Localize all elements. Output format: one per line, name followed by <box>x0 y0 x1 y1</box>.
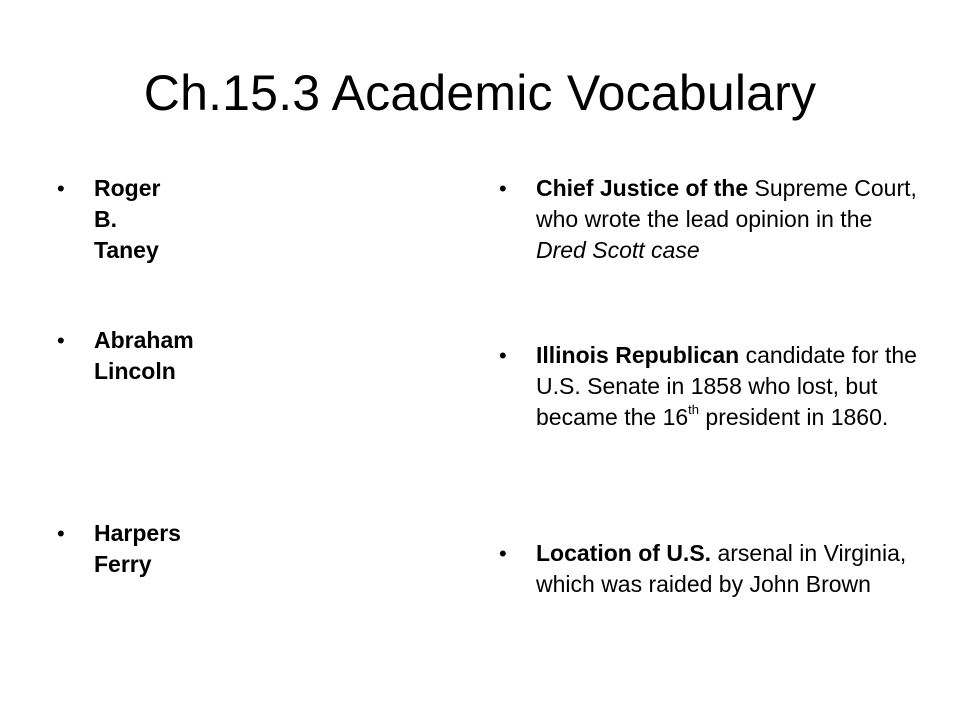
term-label: Roger B. Taney <box>94 175 161 263</box>
definition-text: candidate for the U.S. Senate in 1858 who lost, but became the 16 <box>536 342 917 430</box>
bullet-icon: • <box>499 541 507 566</box>
term-item <box>57 325 194 387</box>
definition-text: arsenal in Virginia, which was raided by John Brown <box>536 540 907 597</box>
term-item <box>57 173 161 266</box>
slide-title: Ch.15.3 Academic Vocabulary <box>143 65 817 121</box>
term-item <box>57 518 181 580</box>
bullet-icon: • <box>499 343 507 368</box>
definition-item <box>499 173 921 266</box>
definition-item <box>499 340 921 433</box>
definition-bold-text: Location of U.S. <box>536 540 712 566</box>
bullet-icon: • <box>499 176 507 201</box>
bullet-icon: • <box>57 176 65 201</box>
term-label: Abraham Lincoln <box>94 327 194 384</box>
definition-text: president in 1860. <box>699 404 889 430</box>
definition-item <box>499 538 921 600</box>
definition-bold-text: Chief Justice of the <box>536 175 749 201</box>
term-label: Harpers Ferry <box>94 520 181 577</box>
bullet-icon: • <box>57 328 65 353</box>
definition-text: Supreme Court, who wrote the lead opinion in the <box>536 175 917 232</box>
definition-bold-text: Illinois Republican <box>536 342 740 368</box>
definition-italic-text: Dred Scott case <box>536 237 700 263</box>
bullet-icon: • <box>57 521 65 546</box>
definition-superscript: th <box>688 402 700 418</box>
